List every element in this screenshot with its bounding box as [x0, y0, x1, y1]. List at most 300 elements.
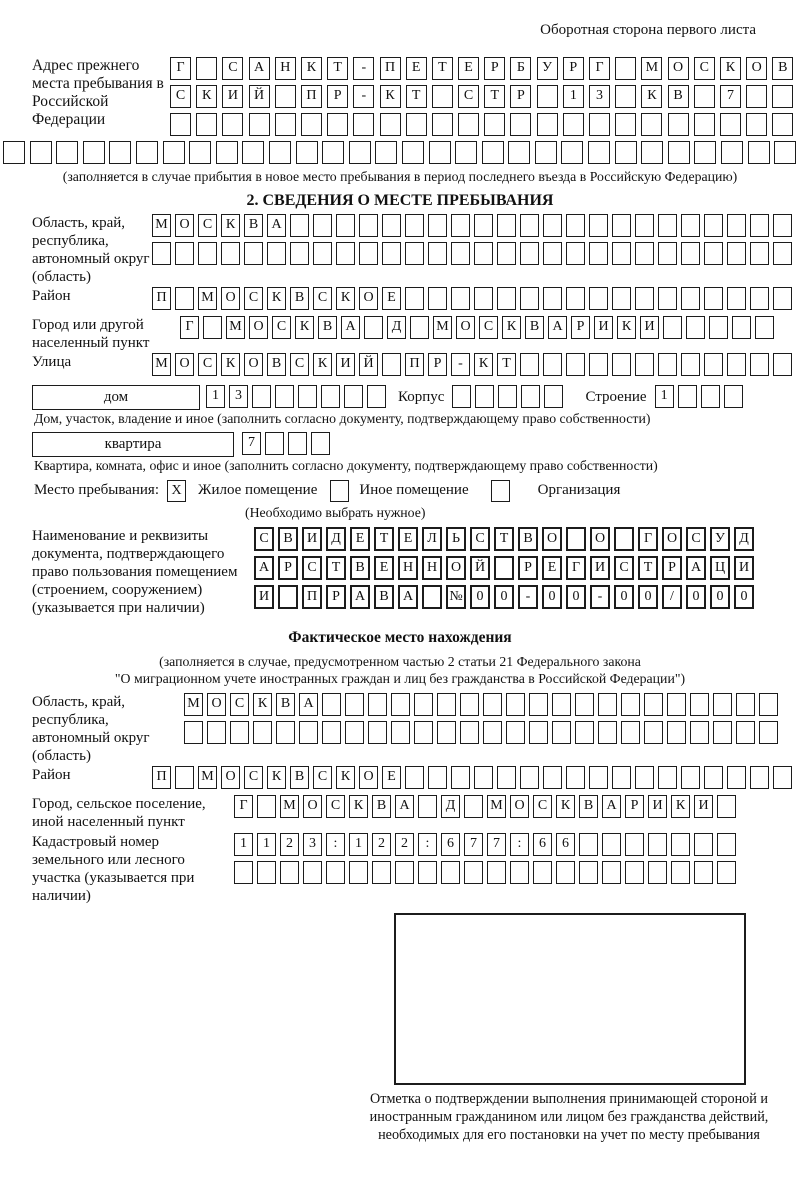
char-cell[interactable]: С	[614, 556, 634, 580]
char-cell[interactable]	[290, 242, 309, 265]
char-cell[interactable]	[402, 141, 424, 164]
char-cell[interactable]	[455, 141, 477, 164]
char-cell[interactable]	[3, 141, 25, 164]
char-cell[interactable]	[432, 113, 453, 136]
char-cell[interactable]: П	[405, 353, 424, 376]
char-cell[interactable]	[644, 693, 663, 716]
checkbox-other-premises[interactable]	[330, 480, 349, 502]
char-cell[interactable]	[234, 861, 253, 884]
char-cell[interactable]: А	[548, 316, 567, 339]
checkbox-organization[interactable]	[491, 480, 510, 502]
char-cell[interactable]	[727, 353, 746, 376]
char-cell[interactable]	[635, 242, 654, 265]
char-cell[interactable]: В	[290, 287, 309, 310]
char-cell[interactable]	[299, 721, 318, 744]
char-cell[interactable]	[344, 385, 363, 408]
char-cell[interactable]: :	[326, 833, 345, 856]
char-cell[interactable]	[452, 385, 471, 408]
char-cell[interactable]: 1	[234, 833, 253, 856]
char-cell[interactable]	[750, 766, 769, 789]
char-cell[interactable]	[189, 141, 211, 164]
char-cell[interactable]: Г	[234, 795, 253, 818]
char-cell[interactable]	[428, 242, 447, 265]
char-cell[interactable]: Р	[662, 556, 682, 580]
char-cell[interactable]: В	[772, 57, 793, 80]
char-cell[interactable]	[704, 766, 723, 789]
char-cell[interactable]	[395, 861, 414, 884]
char-cell[interactable]: А	[267, 214, 286, 237]
char-cell[interactable]: С	[254, 527, 274, 551]
char-cell[interactable]	[774, 141, 796, 164]
char-cell[interactable]: 2	[372, 833, 391, 856]
char-cell[interactable]: С	[272, 316, 291, 339]
char-cell[interactable]	[391, 693, 410, 716]
char-cell[interactable]: 0	[542, 585, 562, 609]
char-cell[interactable]	[704, 287, 723, 310]
char-cell[interactable]	[736, 693, 755, 716]
char-cell[interactable]: 3	[303, 833, 322, 856]
char-cell[interactable]	[464, 795, 483, 818]
char-cell[interactable]	[588, 141, 610, 164]
char-cell[interactable]: -	[590, 585, 610, 609]
char-cell[interactable]: Р	[484, 57, 505, 80]
char-cell[interactable]: Д	[326, 527, 346, 551]
char-cell[interactable]	[196, 57, 217, 80]
char-cell[interactable]	[773, 287, 792, 310]
char-cell[interactable]	[663, 316, 682, 339]
char-cell[interactable]: О	[510, 795, 529, 818]
char-cell[interactable]	[566, 527, 586, 551]
char-cell[interactable]: 6	[556, 833, 575, 856]
char-cell[interactable]: О	[456, 316, 475, 339]
char-cell[interactable]	[520, 242, 539, 265]
char-cell[interactable]: Й	[359, 353, 378, 376]
char-cell[interactable]	[451, 242, 470, 265]
char-cell[interactable]	[621, 721, 640, 744]
char-cell[interactable]: 1	[563, 85, 584, 108]
char-cell[interactable]	[701, 385, 720, 408]
char-cell[interactable]	[474, 766, 493, 789]
char-cell[interactable]: -	[353, 85, 374, 108]
char-cell[interactable]	[497, 214, 516, 237]
char-cell[interactable]	[483, 693, 502, 716]
char-cell[interactable]	[322, 721, 341, 744]
char-cell[interactable]	[667, 693, 686, 716]
char-cell[interactable]	[681, 242, 700, 265]
char-cell[interactable]: К	[474, 353, 493, 376]
char-cell[interactable]	[175, 287, 194, 310]
char-cell[interactable]: :	[418, 833, 437, 856]
char-cell[interactable]: Р	[563, 57, 584, 80]
char-cell[interactable]	[520, 287, 539, 310]
char-cell[interactable]	[414, 721, 433, 744]
char-cell[interactable]: А	[602, 795, 621, 818]
char-cell[interactable]	[704, 214, 723, 237]
char-cell[interactable]: Н	[422, 556, 442, 580]
char-cell[interactable]: К	[641, 85, 662, 108]
char-cell[interactable]: О	[590, 527, 610, 551]
char-cell[interactable]	[414, 693, 433, 716]
char-cell[interactable]	[543, 766, 562, 789]
char-cell[interactable]	[721, 141, 743, 164]
char-cell[interactable]	[566, 287, 585, 310]
char-cell[interactable]: К	[556, 795, 575, 818]
char-cell[interactable]	[773, 242, 792, 265]
char-cell[interactable]	[727, 214, 746, 237]
char-cell[interactable]	[658, 353, 677, 376]
char-cell[interactable]	[163, 141, 185, 164]
char-cell[interactable]: Д	[387, 316, 406, 339]
char-cell[interactable]	[773, 214, 792, 237]
char-cell[interactable]	[612, 287, 631, 310]
char-cell[interactable]: В	[290, 766, 309, 789]
char-cell[interactable]: 1	[257, 833, 276, 856]
char-cell[interactable]: 0	[566, 585, 586, 609]
char-cell[interactable]	[474, 214, 493, 237]
char-cell[interactable]: 6	[441, 833, 460, 856]
char-cell[interactable]	[544, 385, 563, 408]
char-cell[interactable]	[566, 353, 585, 376]
char-cell[interactable]: Р	[518, 556, 538, 580]
char-cell[interactable]: 0	[710, 585, 730, 609]
char-cell[interactable]: Ь	[446, 527, 466, 551]
char-cell[interactable]	[566, 214, 585, 237]
char-cell[interactable]: И	[648, 795, 667, 818]
char-cell[interactable]	[727, 242, 746, 265]
char-cell[interactable]: М	[152, 353, 171, 376]
char-cell[interactable]: И	[640, 316, 659, 339]
char-cell[interactable]	[704, 353, 723, 376]
char-cell[interactable]: К	[196, 85, 217, 108]
char-cell[interactable]	[257, 795, 276, 818]
char-cell[interactable]	[484, 113, 505, 136]
char-cell[interactable]	[521, 385, 540, 408]
char-cell[interactable]: О	[542, 527, 562, 551]
char-cell[interactable]	[589, 766, 608, 789]
char-cell[interactable]	[482, 141, 504, 164]
char-cell[interactable]	[704, 242, 723, 265]
char-cell[interactable]: Р	[326, 585, 346, 609]
char-cell[interactable]	[474, 242, 493, 265]
char-cell[interactable]	[451, 214, 470, 237]
char-cell[interactable]	[589, 242, 608, 265]
char-cell[interactable]: В	[278, 527, 298, 551]
char-cell[interactable]	[359, 214, 378, 237]
char-cell[interactable]	[364, 316, 383, 339]
char-cell[interactable]: С	[230, 693, 249, 716]
char-cell[interactable]: А	[398, 585, 418, 609]
char-cell[interactable]: Т	[326, 556, 346, 580]
char-cell[interactable]	[437, 693, 456, 716]
char-cell[interactable]	[543, 214, 562, 237]
char-cell[interactable]	[694, 861, 713, 884]
char-cell[interactable]	[372, 861, 391, 884]
char-cell[interactable]	[368, 721, 387, 744]
char-cell[interactable]	[175, 242, 194, 265]
char-cell[interactable]: В	[244, 214, 263, 237]
char-cell[interactable]: Е	[350, 527, 370, 551]
char-cell[interactable]: С	[244, 287, 263, 310]
char-cell[interactable]	[382, 214, 401, 237]
char-cell[interactable]	[391, 721, 410, 744]
char-cell[interactable]: О	[359, 287, 378, 310]
char-cell[interactable]: Б	[510, 57, 531, 80]
char-cell[interactable]	[428, 766, 447, 789]
char-cell[interactable]: М	[433, 316, 452, 339]
char-cell[interactable]	[152, 242, 171, 265]
char-cell[interactable]: Й	[470, 556, 490, 580]
char-cell[interactable]: И	[734, 556, 754, 580]
char-cell[interactable]	[681, 353, 700, 376]
char-cell[interactable]: К	[267, 287, 286, 310]
char-cell[interactable]	[326, 861, 345, 884]
char-cell[interactable]	[275, 113, 296, 136]
char-cell[interactable]	[552, 721, 571, 744]
char-cell[interactable]: Р	[571, 316, 590, 339]
char-cell[interactable]	[275, 385, 294, 408]
char-cell[interactable]	[694, 85, 715, 108]
char-cell[interactable]: А	[254, 556, 274, 580]
char-cell[interactable]	[170, 113, 191, 136]
char-cell[interactable]	[635, 766, 654, 789]
char-cell[interactable]	[275, 85, 296, 108]
char-cell[interactable]: /	[662, 585, 682, 609]
char-cell[interactable]	[313, 242, 332, 265]
char-cell[interactable]: 3	[589, 85, 610, 108]
char-cell[interactable]: В	[276, 693, 295, 716]
char-cell[interactable]: У	[710, 527, 730, 551]
char-cell[interactable]	[83, 141, 105, 164]
char-cell[interactable]: Р	[428, 353, 447, 376]
char-cell[interactable]: Р	[327, 85, 348, 108]
char-cell[interactable]: Т	[327, 57, 348, 80]
char-cell[interactable]	[589, 214, 608, 237]
char-cell[interactable]	[635, 214, 654, 237]
char-cell[interactable]	[464, 861, 483, 884]
char-cell[interactable]	[441, 861, 460, 884]
char-cell[interactable]	[506, 721, 525, 744]
char-cell[interactable]	[773, 353, 792, 376]
char-cell[interactable]: -	[518, 585, 538, 609]
char-cell[interactable]	[602, 861, 621, 884]
char-cell[interactable]	[772, 85, 793, 108]
char-cell[interactable]: И	[302, 527, 322, 551]
char-cell[interactable]	[772, 113, 793, 136]
char-cell[interactable]	[658, 242, 677, 265]
char-cell[interactable]	[602, 833, 621, 856]
char-cell[interactable]: №	[446, 585, 466, 609]
char-cell[interactable]	[750, 214, 769, 237]
char-cell[interactable]	[635, 287, 654, 310]
char-cell[interactable]: К	[349, 795, 368, 818]
char-cell[interactable]: А	[249, 57, 270, 80]
char-cell[interactable]	[641, 113, 662, 136]
char-cell[interactable]	[658, 287, 677, 310]
char-cell[interactable]: Г	[638, 527, 658, 551]
char-cell[interactable]	[322, 141, 344, 164]
char-cell[interactable]	[406, 113, 427, 136]
char-cell[interactable]	[345, 721, 364, 744]
char-cell[interactable]	[543, 287, 562, 310]
char-cell[interactable]: С	[290, 353, 309, 376]
char-cell[interactable]	[759, 721, 778, 744]
char-cell[interactable]: В	[350, 556, 370, 580]
char-cell[interactable]	[529, 693, 548, 716]
char-cell[interactable]	[727, 287, 746, 310]
char-cell[interactable]: 0	[494, 585, 514, 609]
char-cell[interactable]: К	[267, 766, 286, 789]
char-cell[interactable]	[614, 527, 634, 551]
char-cell[interactable]	[321, 385, 340, 408]
char-cell[interactable]: Т	[497, 353, 516, 376]
char-cell[interactable]: И	[254, 585, 274, 609]
char-cell[interactable]: А	[395, 795, 414, 818]
char-cell[interactable]: В	[374, 585, 394, 609]
char-cell[interactable]: С	[470, 527, 490, 551]
char-cell[interactable]	[175, 766, 194, 789]
char-cell[interactable]	[563, 113, 584, 136]
char-cell[interactable]: С	[302, 556, 322, 580]
char-cell[interactable]	[773, 766, 792, 789]
char-cell[interactable]	[428, 214, 447, 237]
char-cell[interactable]	[589, 353, 608, 376]
char-cell[interactable]: Т	[374, 527, 394, 551]
char-cell[interactable]	[615, 113, 636, 136]
char-cell[interactable]: 1	[655, 385, 674, 408]
char-cell[interactable]: И	[594, 316, 613, 339]
char-cell[interactable]	[257, 861, 276, 884]
char-cell[interactable]	[713, 721, 732, 744]
char-cell[interactable]	[561, 141, 583, 164]
char-cell[interactable]: В	[267, 353, 286, 376]
char-cell[interactable]: О	[746, 57, 767, 80]
char-cell[interactable]	[566, 766, 585, 789]
char-cell[interactable]	[720, 113, 741, 136]
char-cell[interactable]: 0	[734, 585, 754, 609]
char-cell[interactable]: О	[244, 353, 263, 376]
char-cell[interactable]	[748, 141, 770, 164]
char-cell[interactable]	[230, 721, 249, 744]
char-cell[interactable]	[56, 141, 78, 164]
char-cell[interactable]: 7	[720, 85, 741, 108]
char-cell[interactable]: О	[668, 57, 689, 80]
char-cell[interactable]	[520, 353, 539, 376]
char-cell[interactable]: Д	[441, 795, 460, 818]
char-cell[interactable]	[667, 721, 686, 744]
char-cell[interactable]	[242, 141, 264, 164]
char-cell[interactable]	[221, 242, 240, 265]
char-cell[interactable]: И	[694, 795, 713, 818]
char-cell[interactable]	[451, 766, 470, 789]
char-cell[interactable]	[520, 766, 539, 789]
char-cell[interactable]	[589, 113, 610, 136]
char-cell[interactable]	[498, 385, 517, 408]
char-cell[interactable]	[686, 316, 705, 339]
char-cell[interactable]	[109, 141, 131, 164]
char-cell[interactable]	[746, 113, 767, 136]
char-cell[interactable]: К	[671, 795, 690, 818]
char-cell[interactable]: Р	[625, 795, 644, 818]
char-cell[interactable]: С	[458, 85, 479, 108]
char-cell[interactable]: Н	[398, 556, 418, 580]
char-cell[interactable]	[410, 316, 429, 339]
char-cell[interactable]	[690, 693, 709, 716]
char-cell[interactable]	[709, 316, 728, 339]
char-cell[interactable]: С	[313, 766, 332, 789]
char-cell[interactable]: В	[668, 85, 689, 108]
char-cell[interactable]	[575, 721, 594, 744]
char-cell[interactable]: М	[487, 795, 506, 818]
char-cell[interactable]	[375, 141, 397, 164]
char-cell[interactable]: С	[479, 316, 498, 339]
char-cell[interactable]: 0	[638, 585, 658, 609]
char-cell[interactable]	[648, 861, 667, 884]
char-cell[interactable]	[724, 385, 743, 408]
char-cell[interactable]	[382, 353, 401, 376]
char-cell[interactable]: О	[221, 766, 240, 789]
char-cell[interactable]	[280, 861, 299, 884]
char-cell[interactable]: А	[341, 316, 360, 339]
char-cell[interactable]: 7	[242, 432, 261, 455]
char-cell[interactable]	[750, 287, 769, 310]
char-cell[interactable]: Т	[432, 57, 453, 80]
char-cell[interactable]: А	[299, 693, 318, 716]
char-cell[interactable]	[506, 693, 525, 716]
char-cell[interactable]	[497, 766, 516, 789]
char-cell[interactable]	[520, 214, 539, 237]
char-cell[interactable]	[253, 721, 272, 744]
char-cell[interactable]	[508, 141, 530, 164]
char-cell[interactable]: -	[353, 57, 374, 80]
char-cell[interactable]	[382, 242, 401, 265]
char-cell[interactable]: 1	[349, 833, 368, 856]
char-cell[interactable]	[759, 693, 778, 716]
char-cell[interactable]	[432, 85, 453, 108]
char-cell[interactable]	[694, 833, 713, 856]
char-cell[interactable]	[313, 214, 332, 237]
char-cell[interactable]: М	[198, 287, 217, 310]
char-cell[interactable]	[681, 766, 700, 789]
char-cell[interactable]	[575, 693, 594, 716]
char-cell[interactable]	[327, 113, 348, 136]
char-cell[interactable]: 0	[470, 585, 490, 609]
char-cell[interactable]: Н	[275, 57, 296, 80]
char-cell[interactable]	[290, 214, 309, 237]
char-cell[interactable]	[345, 693, 364, 716]
char-cell[interactable]	[368, 693, 387, 716]
char-cell[interactable]	[418, 861, 437, 884]
char-cell[interactable]	[612, 242, 631, 265]
char-cell[interactable]: Г	[589, 57, 610, 80]
char-cell[interactable]: О	[249, 316, 268, 339]
char-cell[interactable]: К	[253, 693, 272, 716]
char-cell[interactable]	[267, 242, 286, 265]
char-cell[interactable]: Е	[458, 57, 479, 80]
char-cell[interactable]: А	[350, 585, 370, 609]
char-cell[interactable]	[671, 861, 690, 884]
char-cell[interactable]	[460, 693, 479, 716]
char-cell[interactable]	[265, 432, 284, 455]
char-cell[interactable]	[196, 113, 217, 136]
char-cell[interactable]	[298, 385, 317, 408]
char-cell[interactable]	[615, 141, 637, 164]
char-cell[interactable]: И	[336, 353, 355, 376]
char-cell[interactable]	[244, 242, 263, 265]
char-cell[interactable]	[380, 113, 401, 136]
char-cell[interactable]	[658, 766, 677, 789]
char-cell[interactable]: С	[533, 795, 552, 818]
char-cell[interactable]	[625, 861, 644, 884]
